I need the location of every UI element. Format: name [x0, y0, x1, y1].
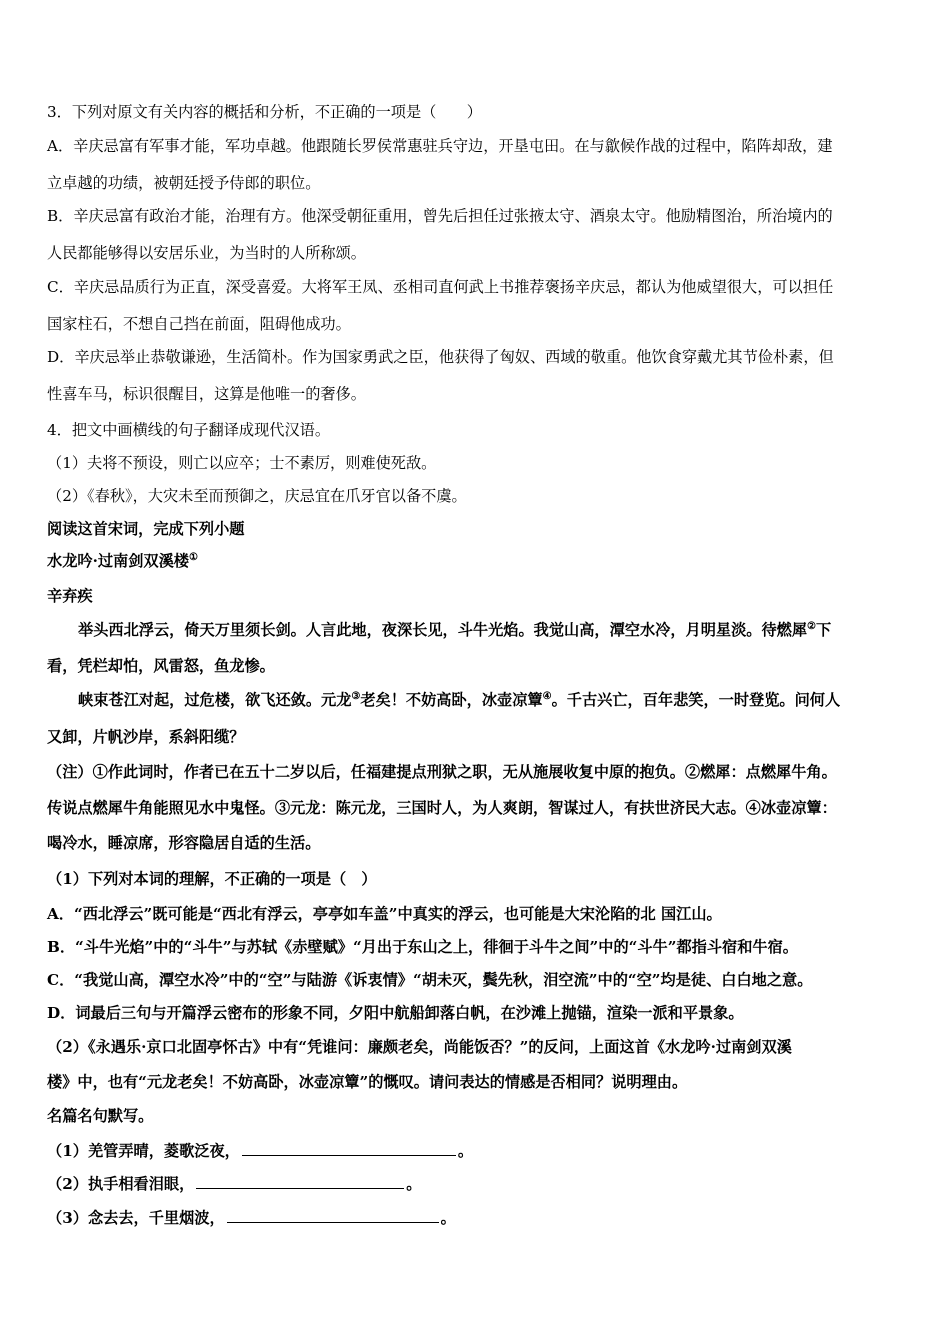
q3-option-a-line2: 立卓越的功绩，被朝廷授予侍郎的职位。: [47, 174, 321, 192]
pq2-line1: （2）《永遇乐·京口北固亭怀古》中有“凭谁问：廉颇老矣，尚能饭否？”的反问，上面这首《水龙吟·过南剑双溪: [47, 1038, 792, 1056]
dictation-item-2: [47, 1173, 917, 1195]
q4-sentence-2: （2）《春秋》，大灾未至而预御之，庆忌宜在爪牙官以备不虞。: [47, 487, 467, 505]
poem-stanza1-line2: 看，凭栏却怕，风雷怒，鱼龙惨。: [47, 657, 275, 675]
dictation-item-3: [47, 1207, 917, 1229]
pq2-line2: 楼》中，也有“元龙老矣！不妨高卧，冰壶凉簟”的慨叹。请问表达的情感是否相同？说明理由。: [47, 1073, 688, 1091]
poem-notes-line2: 传说点燃犀牛角能照见水中鬼怪。③元龙：陈元龙，三国时人，为人爽朗，智谋过人，有扶世济民大志。④冰壶凉簟：: [47, 799, 837, 817]
q3-stem: 3．下列对原文有关内容的概括和分析，不正确的一项是（ ）: [47, 103, 482, 121]
poem-notes-line1: （注）①作此词时，作者已在五十二岁以后，任福建提点刑狱之职，无从施展收复中原的抱负。②燃犀：点燃犀牛角。: [47, 763, 837, 781]
q4-stem: 4．把文中画横线的句子翻译成现代汉语。: [47, 421, 331, 439]
dictation-title: 名篇名句默写。: [47, 1107, 154, 1125]
footnote-mark: ②: [807, 620, 816, 632]
pq1-option-c: C．“我觉山高，潭空水冷”中的“空”与陆游《诉衷情》“胡未灭，鬓先秋，泪空流”中的“空”均是徒、白白地之意。: [47, 971, 813, 989]
poem-stanza2-line1: [78, 689, 948, 711]
poem-text: 举头西北浮云，倚天万里须长剑。人言此地，夜深长见，斗牛光焰。我觉山高，潭空水冷，月明星淡。待燃犀: [78, 621, 807, 639]
q3-option-d-line2: 性喜车马，标识很醒目，这算是他唯一的奢侈。: [47, 385, 366, 403]
dictation-text: （3）念去去，千里烟波，: [47, 1209, 225, 1227]
poem-stanza2-line2: 又卸，片帆沙岸，系斜阳缆？: [47, 728, 245, 746]
dictation-end: 。: [406, 1175, 422, 1193]
q3-option-c-line2: 国家柱石，不想自己挡在前面，阻碍他成功。: [47, 315, 351, 333]
pq1-option-a: A．“西北浮云”既可能是“西北有浮云，亭亭如车盖”中真实的浮云，也可能是大宋沦陷的北 国江山。: [47, 905, 722, 923]
answer-blank[interactable]: [242, 1141, 456, 1156]
poem-text: 下: [815, 621, 832, 639]
q3-option-d-line1: D．辛庆忌举止恭敬谦逊，生活简朴。作为国家勇武之臣，他获得了匈奴、西域的敬重。他饮食穿戴尤其节俭朴素，但: [47, 348, 834, 366]
pq1-option-d: D．词最后三句与开篇浮云密布的形象不同，夕阳中航船卸落白帆，在沙滩上抛锚，渲染一派和平景象。: [47, 1004, 744, 1022]
q3-option-c-line1: C．辛庆忌品质行为正直，深受喜爱。大将军王凤、丞相司直何武上书推荐褒扬辛庆忌，都认为他威望很大，可以担任: [47, 278, 834, 296]
poem-title-note: ①: [188, 551, 198, 563]
poem-title: [47, 550, 917, 572]
answer-blank[interactable]: [227, 1208, 439, 1223]
poem-text: 峡束苍江对起，过危楼，欲飞还敛。元龙: [78, 691, 352, 709]
dictation-text: （1）羌管弄晴，菱歌泛夜，: [47, 1142, 240, 1160]
poem-text: 老矣！不妨高卧，冰壶凉簟: [360, 691, 543, 709]
q3-option-a-line1: A．辛庆忌富有军事才能，军功卓越。他跟随长罗侯常惠驻兵守边，开垦屯田。在与歙候作战的过程中，陷阵却敌，建: [47, 137, 833, 155]
q3-option-b-line2: 人民都能够得以安居乐业，为当时的人所称颂。: [47, 244, 366, 262]
poem-title-text: 水龙吟·过南剑双溪楼: [47, 552, 189, 570]
q3-option-b-line1: B．辛庆忌富有政治才能，治理有方。他深受朝征重用，曾先后担任过张掖太守、酒泉太守。他励精图治，所治境内的: [47, 207, 833, 225]
dictation-end: 。: [440, 1209, 456, 1227]
dictation-end: 。: [457, 1142, 474, 1160]
dictation-item-1: [47, 1140, 917, 1162]
footnote-mark: ③: [351, 690, 361, 702]
poem-notes-line3: 喝冷水，睡凉席，形容隐居自适的生活。: [47, 834, 321, 852]
answer-blank[interactable]: [196, 1174, 404, 1189]
footnote-mark: ④: [542, 690, 552, 702]
poem-instruction: 阅读这首宋词，完成下列小题: [47, 520, 245, 538]
q4-sentence-1: （1）夫将不预设，则亡以应卒；士不素厉，则难使死敌。: [47, 454, 437, 472]
poem-stanza1-line1: [78, 619, 948, 641]
pq1-stem: （1）下列对本词的理解，不正确的一项是（ ）: [47, 870, 377, 888]
pq1-option-b: B．“斗牛光焰”中的“斗牛”与苏轼《赤壁赋》“月出于东山之上，徘徊于斗牛之间”中的“斗牛”都指斗宿和牛宿。: [47, 938, 798, 956]
poem-text: 。千古兴亡，百年悲笑，一时登览。问何人: [551, 691, 841, 709]
dictation-text: （2）执手相看泪眼，: [47, 1175, 195, 1193]
poem-author: 辛弃疾: [47, 587, 93, 605]
